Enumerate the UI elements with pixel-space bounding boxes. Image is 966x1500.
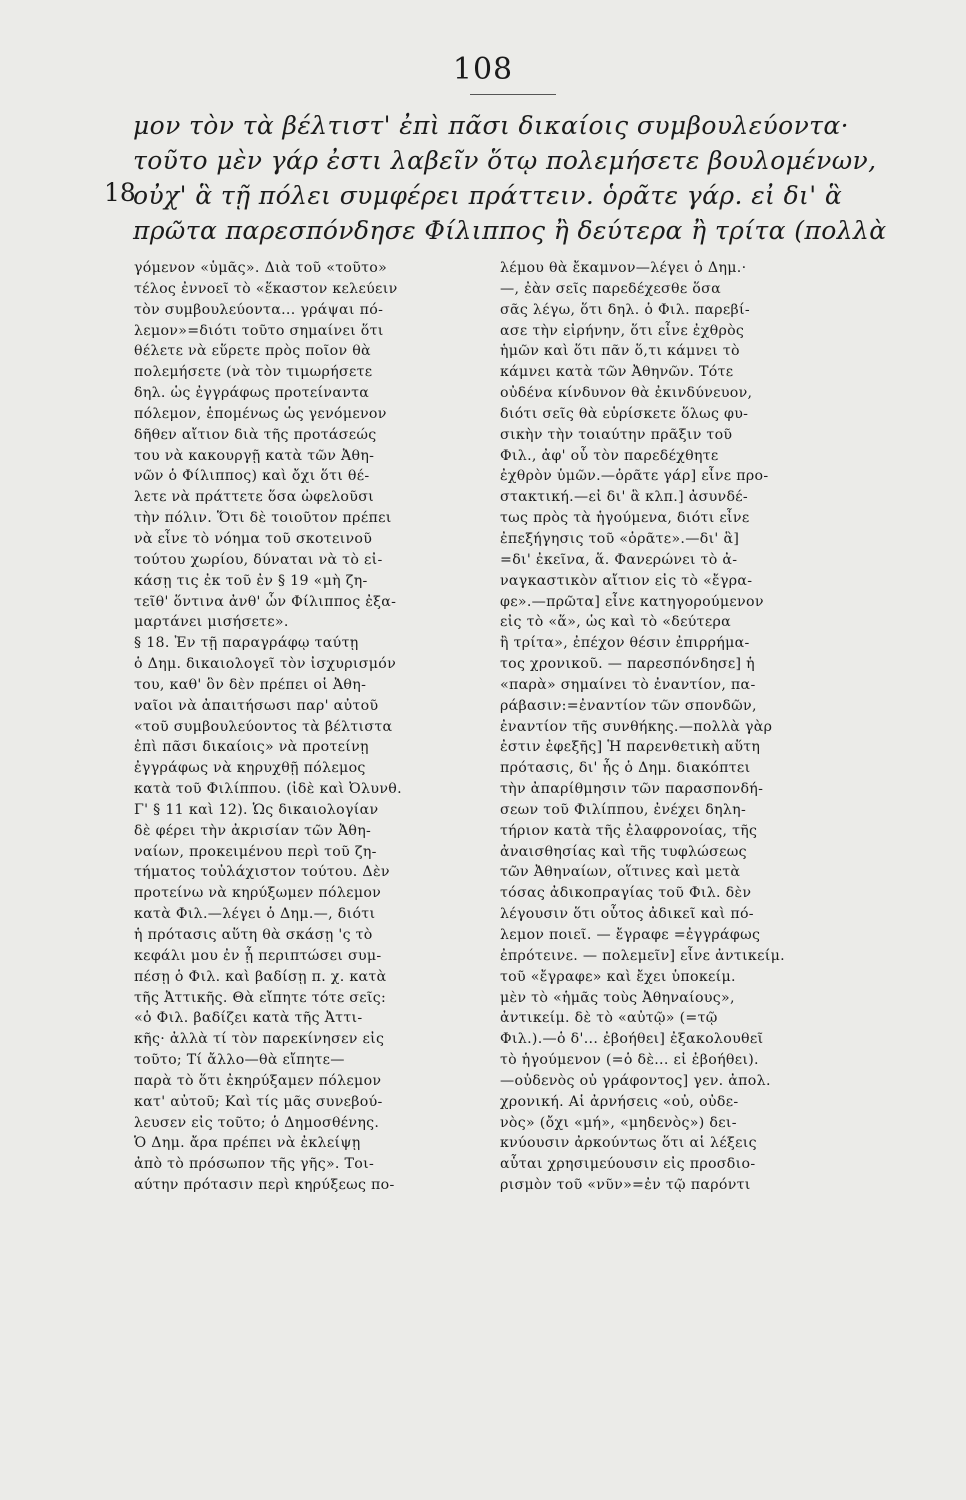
main-text-line: τοῦτο μὲν γάρ ἐστι λαβεῖν ὅτῳ πολεμήσετε βουλομένων, [133, 146, 877, 175]
commentary-line: κατ' αὐτοῦ; Καὶ τίς μᾶς συνεβού- [134, 1093, 383, 1110]
main-greek-text [133, 108, 887, 248]
commentary-line: τοῦ «ἔγραφε» καὶ ἔχει ὑποκείμ. [500, 968, 736, 985]
commentary-line: δῆθεν αἴτιον διὰ τῆς προτάσεώς [134, 426, 377, 443]
commentary-line: ναίων, προκειμένου περὶ τοῦ ζη- [134, 843, 377, 860]
commentary-line: πέσῃ ὁ Φιλ. καὶ βαδίσῃ π. χ. κατὰ [134, 968, 387, 985]
commentary-line: σᾶς λέγω, ὅτι δηλ. ὁ Φιλ. παρεβί- [500, 301, 750, 318]
commentary-line: Ὁ Δημ. ἄρα πρέπει νὰ ἐκλείψῃ [134, 1135, 361, 1152]
commentary-line: § 18. Ἐν τῇ παραγράφῳ ταύτῃ [134, 635, 359, 652]
commentary-line: «παρὰ» σημαίνει τὸ ἐναντίον, πα- [500, 676, 756, 693]
commentary-line: λευσεν εἰς τοῦτο; ὁ Δημοσθένης. [134, 1114, 380, 1131]
commentary-right-column [500, 258, 840, 1196]
commentary-line: ασε τὴν εἰρήνην, ὅτι εἶνε ἐχθρὸς [500, 322, 745, 339]
commentary-line: διότι σεῖς θὰ εὑρίσκετε ὅλως φυ- [500, 405, 749, 422]
commentary-line: —οὐδενὸς οὐ γράφοντος] γεν. ἀπολ. [500, 1072, 771, 1089]
commentary-line: μαρτάνει μισήσετε». [134, 614, 289, 631]
commentary-line: τῶν Ἀθηναίων, οἵτινες καὶ μετὰ [500, 864, 741, 881]
commentary-line: πολεμήσετε (νὰ τὸν τιμωρήσετε [134, 364, 373, 381]
commentary-line: του νὰ κακουργῇ κατὰ τῶν Ἀθη- [134, 447, 375, 464]
page-number: 108 [452, 52, 514, 87]
commentary-line: χρονική. Αἱ ἀρνήσεις «οὐ, οὐδε- [500, 1093, 739, 1110]
commentary-line: αὗται χρησιμεύουσιν εἰς προσδιο- [500, 1156, 756, 1173]
commentary-line: σικὴν τὴν τοιαύτην πρᾶξιν τοῦ [500, 426, 733, 443]
commentary-line: τόσας ἀδικοπραγίας τοῦ Φιλ. δὲν [500, 885, 752, 902]
commentary-line: προτείνω νὰ κηρύξωμεν πόλεμον [134, 885, 382, 902]
commentary-line: ἀντικείμ. δὲ τὸ «αὐτῷ» (=τῷ [500, 1010, 718, 1027]
commentary-line: νὰ εἶνε τὸ νόημα τοῦ σκοτεινοῦ [134, 530, 373, 547]
commentary-line: ναῖοι νὰ ἀπαιτήσωσι παρ' αὐτοῦ [134, 697, 379, 714]
commentary-line: ἡμῶν καὶ ὅτι πᾶν ὅ,τι κάμνει τὸ [500, 343, 740, 360]
commentary-line: πρότασις, δι' ἧς ὁ Δημ. διακόπτει [500, 760, 751, 777]
commentary-line: κάσῃ τις ἐκ τοῦ ἐν § 19 «μὴ ζη- [134, 572, 368, 589]
commentary-line: φε».—πρῶτα] εἶνε κατηγορούμενον [500, 593, 764, 610]
commentary-line: δηλ. ὡς ἐγγράφως προτείναντα [134, 385, 370, 402]
commentary-line: κάμνει κατὰ τῶν Ἀθηνῶν. Τότε [500, 364, 734, 381]
commentary-line: οὐδένα κίνδυνον θὰ ἐκινδύνευον, [500, 385, 753, 402]
commentary-line: τὸν συμβουλεύοντα... γράψαι πό- [134, 301, 384, 318]
commentary-line: του, καθ' ὃν δὲν πρέπει οἱ Ἀθη- [134, 676, 367, 693]
commentary-line: λεμον»=διότι τοῦτο σημαίνει ὅτι [134, 322, 384, 339]
commentary-line: ἐπὶ πᾶσι δικαίοις» νὰ προτείνῃ [134, 739, 369, 756]
commentary-line: ἐγγράφως νὰ κηρυχθῇ πόλεμος [134, 760, 366, 777]
commentary-line: τὴν πόλιν. Ὅτι δὲ τοιοῦτον πρέπει [134, 510, 392, 527]
commentary-line: ὁ Δημ. δικαιολογεῖ τὸν ἰσχυρισμόν [134, 656, 396, 673]
commentary-line: πόλεμον, ἑπομένως ὡς γενόμενον [134, 405, 387, 422]
main-text-line: πρῶτα παρεσπόνδησε Φίλιππος ἢ δεύτερα ἢ τρίτα (πολλὰ [133, 216, 887, 245]
commentary-line: ἢ τρίτα», ἐπέχον θέσιν ἐπιρρήμα- [500, 635, 750, 652]
commentary-line: ρισμὸν τοῦ «νῦν»=ἐν τῷ παρόντι [500, 1177, 751, 1194]
commentary-line: νῶν ὁ Φίλιππος) καὶ ὄχι ὅτι θέ- [134, 468, 370, 485]
commentary-line: τέλος ἐννοεῖ τὸ «ἕκαστον κελεύειν [134, 280, 398, 297]
commentary-line: σεων τοῦ Φιλίππου, ἐνέχει δηλη- [500, 801, 747, 818]
commentary-line: κατὰ Φιλ.—λέγει ὁ Δημ.—, διότι [134, 906, 376, 923]
commentary-line: λέμου θὰ ἔκαμνον—λέγει ὁ Δημ.· [500, 260, 747, 276]
header-rule [470, 94, 556, 95]
commentary-line: —, ἐὰν σεῖς παρεδέχεσθε ὅσα [500, 280, 722, 297]
commentary-line: ἐχθρὸν ὑμῶν.—ὁρᾶτε γάρ] εἶνε προ- [500, 468, 769, 485]
commentary-line: κεφάλι μου ἐν ᾗ περιπτώσει συμ- [134, 947, 382, 964]
commentary-line: ἐναντίον τῆς συνθήκης.—πολλὰ γὰρ [500, 718, 773, 735]
commentary-line: τὴν ἀπαρίθμησιν τῶν παρασπονδή- [500, 781, 764, 798]
commentary-line: ράβασιν:=ἐναντίον τῶν σπονδῶν, [500, 697, 757, 714]
commentary-line: Γ' § 11 καὶ 12). Ὡς δικαιολογίαν [134, 801, 379, 818]
section-margin-number: 18 [104, 178, 136, 207]
main-text-line: μον τὸν τὰ βέλτιστ' ἐπὶ πᾶσι δικαίοις συμβουλεύοντα· [133, 111, 850, 140]
commentary-line: ἀναισθησίας καὶ τῆς τυφλώσεως [500, 843, 747, 860]
commentary-line: παρὰ τὸ ὅτι ἐκηρύξαμεν πόλεμον [134, 1072, 382, 1089]
commentary-line: στακτική.—εἰ δι' ἃ κλπ.] ἀσυνδέ- [500, 489, 749, 506]
commentary-line: τούτου χωρίου, δύναται νὰ τὸ εἰ- [134, 551, 383, 568]
commentary-line: κῆς· ἀλλὰ τί τὸν παρεκίνησεν εἰς [134, 1031, 385, 1048]
commentary-line: τήματος τοὐλάχιστον τούτου. Δὲν [134, 864, 390, 881]
commentary-line: νὸς» (ὄχι «μή», «μηδενὸς») δει- [500, 1114, 737, 1131]
commentary-line: Φιλ., ἀφ' οὗ τὸν παρεδέχθητε [500, 447, 719, 464]
commentary-line: «ὁ Φιλ. βαδίζει κατὰ τῆς Ἀττι- [134, 1010, 363, 1027]
commentary-line: εἰς τὸ «ἅ», ὡς καὶ τὸ «δεύτερα [500, 614, 731, 631]
commentary-line: κνύουσιν ἀρκούντως ὅτι αἱ λέξεις [500, 1135, 757, 1152]
commentary-line: κατὰ τοῦ Φιλίππου. (ἰδὲ καὶ Ὀλυνθ. [134, 781, 402, 798]
commentary-line: =δι' ἐκεῖνα, ἅ. Φανερώνει τὸ ἀ- [500, 551, 738, 568]
commentary-line: Φιλ.).—ὁ δ'... ἐβοήθει] ἐξακολουθεῖ [500, 1031, 764, 1048]
commentary-line: τήριον κατὰ τῆς ἐλαφρονοίας, τῆς [500, 822, 758, 839]
commentary-line: ναγκαστικὸν αἴτιον εἰς τὸ «ἔγρα- [500, 572, 753, 589]
commentary-line: μὲν τὸ «ἡμᾶς τοὺς Ἀθηναίους», [500, 989, 735, 1006]
commentary-line: ἀπὸ τὸ πρόσωπον τῆς γῆς». Τοι- [134, 1156, 375, 1173]
commentary-line: ἐπεξήγησις τοῦ «ὁρᾶτε».—δι' ἃ] [500, 530, 740, 547]
commentary-line: τοῦτο; Τί ἄλλο—θὰ εἴπητε— [134, 1052, 345, 1069]
commentary-line: λετε νὰ πράττετε ὅσα ὠφελοῦσι [134, 489, 375, 506]
commentary-line: αύτην πρότασιν περὶ κηρύξεως πο- [134, 1177, 395, 1194]
commentary-left-column [134, 258, 482, 1196]
commentary-line: ἡ πρότασις αὕτη θὰ σκάσῃ 'ς τὸ [134, 927, 373, 943]
main-text-line: οὐχ' ἃ τῇ πόλει συμφέρει πράττειν. ὁρᾶτε γάρ. εἰ δι' ἃ [133, 181, 843, 210]
commentary-line: γόμενον «ὑμᾶς». Διὰ τοῦ «τοῦτο» [134, 260, 388, 276]
commentary-line: δὲ φέρει τὴν ἀκρισίαν τῶν Ἀθη- [134, 822, 372, 839]
commentary-line: λέγουσιν ὅτι οὗτος ἀδικεῖ καὶ πό- [500, 906, 754, 923]
commentary-line: «τοῦ συμβουλεύοντος τὰ βέλτιστα [134, 718, 393, 735]
commentary-line: τως πρὸς τὰ ἡγούμενα, διότι εἶνε [500, 510, 750, 527]
commentary-line: ἐπρότεινε. — πολεμεῖν] εἶνε ἀντικείμ. [500, 947, 785, 964]
commentary-line: τὸ ἡγούμενον (=ὁ δὲ... εἰ ἐβοήθει). [500, 1052, 759, 1069]
commentary-line: ἐστιν ἐφεξῆς] Ἡ παρενθετικὴ αὕτη [500, 739, 761, 756]
commentary-line: θέλετε νὰ εὕρετε πρὸς ποῖον θὰ [134, 343, 371, 360]
commentary-line: τεῖθ' ὅντινα ἀνθ' ὧν Φίλιππος ἐξα- [134, 593, 397, 610]
commentary-line: τῆς Ἀττικῆς. Θὰ εἴπητε τότε σεῖς: [134, 989, 387, 1006]
commentary-line: τος χρονικοῦ. — παρεσπόνδησε] ἡ [500, 656, 755, 673]
commentary-line: λεμον ποιεῖ. — ἔγραφε =ἐγγράφως [500, 927, 761, 943]
